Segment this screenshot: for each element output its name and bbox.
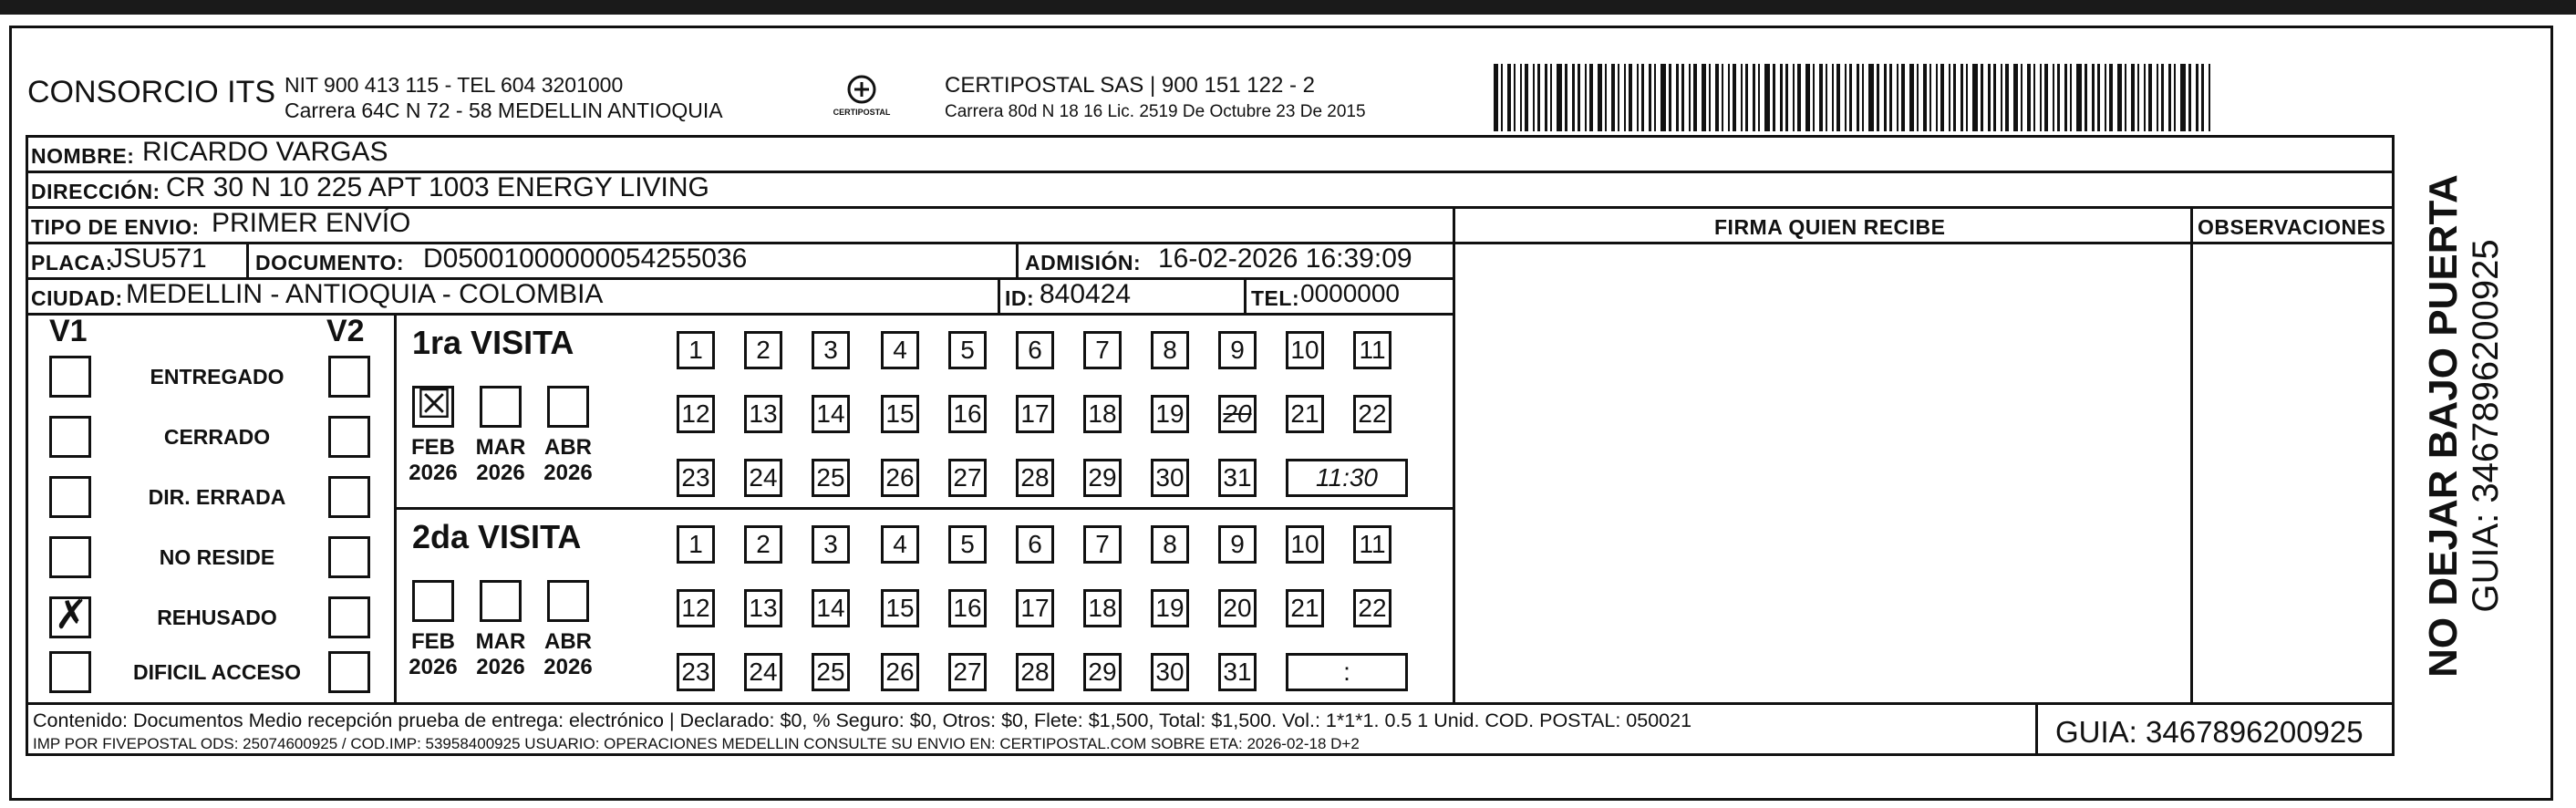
day-box[interactable]: 2 <box>744 525 782 564</box>
check-mark: ✗ <box>54 592 88 638</box>
grid-left <box>26 135 28 756</box>
status-option-label: CERRADO <box>163 425 271 449</box>
day-box[interactable]: 12 <box>677 589 715 627</box>
logo-text: CERTIPOSTAL <box>833 108 891 117</box>
v1-checkbox[interactable] <box>49 651 91 693</box>
v2-checkbox[interactable] <box>328 651 370 693</box>
nombre-label: NOMBRE: <box>31 144 135 168</box>
company-address: Carrera 64C N 72 - 58 MEDELLIN ANTIOQUIA <box>284 98 723 122</box>
day-box[interactable]: 31 <box>1218 653 1257 691</box>
day-box[interactable]: 5 <box>948 525 987 564</box>
form-frame <box>9 26 2553 801</box>
day-box[interactable]: 26 <box>881 653 919 691</box>
status-option-label: REHUSADO <box>157 606 277 629</box>
day-box[interactable]: 18 <box>1083 395 1122 433</box>
month-checkbox[interactable] <box>412 580 454 622</box>
day-box[interactable]: 1 <box>677 331 715 369</box>
day-box[interactable]: 14 <box>812 395 850 433</box>
day-box[interactable]: 28 <box>1016 459 1054 497</box>
month-label: FEB <box>411 435 455 460</box>
month-label: ABR <box>544 435 592 460</box>
day-box[interactable]: 4 <box>881 525 919 564</box>
row-line <box>26 313 1455 316</box>
month-checkbox[interactable] <box>412 381 454 428</box>
tipo-envio-value: PRIMER ENVÍO <box>212 208 411 238</box>
day-box[interactable]: 23 <box>677 653 715 691</box>
day-box[interactable]: 24 <box>744 653 782 691</box>
v2-checkbox[interactable] <box>328 356 370 398</box>
v2-label: V2 <box>326 314 365 348</box>
day-box[interactable]: 13 <box>744 395 782 433</box>
day-box[interactable]: 11 <box>1353 525 1391 564</box>
day-box[interactable]: 15 <box>881 589 919 627</box>
year-label: 2026 <box>476 655 525 679</box>
status-option-label: NO RESIDE <box>159 545 275 569</box>
placa-label: PLACA: <box>31 251 113 275</box>
visit-divider <box>394 507 1455 510</box>
company-nit: NIT 900 413 115 - TEL 604 3201000 <box>284 73 624 97</box>
year-label: 2026 <box>543 461 593 485</box>
day-box[interactable]: 26 <box>881 459 919 497</box>
tel-value: 0000000 <box>1300 279 1401 307</box>
day-box[interactable]: 10 <box>1286 331 1324 369</box>
v1-checkbox[interactable] <box>49 536 91 578</box>
day-box[interactable]: 27 <box>948 653 987 691</box>
day-box[interactable]: 21 <box>1286 395 1324 433</box>
col-line <box>2035 702 2038 756</box>
v2-checkbox[interactable] <box>328 416 370 458</box>
time-box[interactable]: : <box>1286 653 1408 691</box>
day-box[interactable]: 16 <box>948 395 987 433</box>
day-box[interactable]: 14 <box>812 589 850 627</box>
month-checkbox[interactable] <box>480 580 522 622</box>
ciudad-value: MEDELLIN - ANTIOQUIA - COLOMBIA <box>126 279 604 309</box>
company-name: CONSORCIO ITS <box>27 75 276 109</box>
footer-contents: Contenido: Documentos Medio recepción prueba de entrega: electrónico | Declarado: $0, % Seguro: $0, Otros: $0, Flete: $1,500, Total: $1,500. Vol.: 1*1*1. 0.5 1 Unid. COD. POSTAL: 050021 <box>33 710 1692 731</box>
day-box[interactable]: 16 <box>948 589 987 627</box>
id-label: ID: <box>1005 286 1035 310</box>
side-guia: GUIA: 3467896200925 <box>2466 239 2506 613</box>
side-panel <box>2395 157 2532 695</box>
check-mark: ☒ <box>416 381 452 428</box>
col-line <box>998 277 1000 313</box>
day-box[interactable]: 24 <box>744 459 782 497</box>
v1-checkbox[interactable] <box>49 592 91 638</box>
direccion-value: CR 30 N 10 225 APT 1003 ENERGY LIVING <box>166 172 709 202</box>
status-option-label: DIFICIL ACCESO <box>132 660 301 684</box>
day-box[interactable]: 31 <box>1218 459 1257 497</box>
v2-checkbox[interactable] <box>328 596 370 638</box>
status-option-label: ENTREGADO <box>150 365 284 388</box>
month-label: MAR <box>475 435 526 460</box>
day-box[interactable]: 25 <box>812 653 850 691</box>
day-box[interactable]: 2 <box>744 331 782 369</box>
col-line <box>1453 206 1455 704</box>
day-box[interactable]: 23 <box>677 459 715 497</box>
placa-value: JSU571 <box>109 243 207 274</box>
day-box[interactable]: 10 <box>1286 525 1324 564</box>
day-box[interactable]: 30 <box>1151 459 1189 497</box>
month-checkbox[interactable] <box>480 386 522 428</box>
time-box[interactable]: 11:30 <box>1286 459 1408 497</box>
admision-label: ADMISIÓN: <box>1025 251 1142 275</box>
day-box[interactable]: 5 <box>948 331 987 369</box>
col-line <box>1244 277 1247 313</box>
certipostal-info: CERTIPOSTAL SAS | 900 151 122 - 2 <box>945 73 1315 98</box>
day-box[interactable]: 29 <box>1083 653 1122 691</box>
day-box[interactable]: 13 <box>744 589 782 627</box>
footer-guia: GUIA: 3467896200925 <box>2055 715 2364 749</box>
firma-label: FIRMA QUIEN RECIBE <box>1714 215 1946 239</box>
certipostal-address: Carrera 80d N 18 16 Lic. 2519 De Octubre 23 De 2015 <box>945 102 1366 121</box>
month-checkbox[interactable] <box>547 580 589 622</box>
month-label: FEB <box>411 629 455 654</box>
col-line <box>1016 242 1019 277</box>
day-box[interactable]: 25 <box>812 459 850 497</box>
tel-label: TEL: <box>1251 286 1300 310</box>
ciudad-label: CIUDAD: <box>31 286 123 310</box>
day-box[interactable]: 18 <box>1083 589 1122 627</box>
day-box[interactable]: 4 <box>881 331 919 369</box>
day-box[interactable]: 17 <box>1016 395 1054 433</box>
v1-checkbox[interactable] <box>49 356 91 398</box>
day-box[interactable]: 22 <box>1353 589 1391 627</box>
observaciones-label: OBSERVACIONES <box>2198 215 2386 239</box>
day-box[interactable]: 22 <box>1353 395 1391 433</box>
year-label: 2026 <box>476 461 525 485</box>
side-warning: NO DEJAR BAJO PUERTA <box>2421 174 2466 678</box>
row-line <box>1453 242 2395 244</box>
day-box[interactable]: 30 <box>1151 653 1189 691</box>
day-box[interactable]: 27 <box>948 459 987 497</box>
grid-bottom <box>26 753 2395 756</box>
col-line <box>2190 206 2193 704</box>
nombre-value: RICARDO VARGAS <box>142 137 388 167</box>
year-label: 2026 <box>409 461 458 485</box>
year-label: 2026 <box>543 655 593 679</box>
visit-title: 2da VISITA <box>412 518 582 555</box>
day-box[interactable]: 21 <box>1286 589 1324 627</box>
admision-value: 16-02-2026 16:39:09 <box>1158 243 1412 274</box>
year-label: 2026 <box>409 655 458 679</box>
day-box[interactable]: 9 <box>1218 525 1257 564</box>
day-box[interactable]: 3 <box>812 525 850 564</box>
documento-label: DOCUMENTO: <box>255 251 405 275</box>
day-box[interactable]: 12 <box>677 395 715 433</box>
v2-checkbox[interactable] <box>328 476 370 518</box>
day-box[interactable]: 19 <box>1151 589 1189 627</box>
v1-checkbox[interactable] <box>49 416 91 458</box>
month-label: ABR <box>544 629 592 654</box>
day-box[interactable]: 29 <box>1083 459 1122 497</box>
month-label: MAR <box>475 629 526 654</box>
grid-right <box>2392 135 2395 756</box>
day-box[interactable]: 7 <box>1083 331 1122 369</box>
day-box[interactable]: 1 <box>677 525 715 564</box>
day-box[interactable]: 17 <box>1016 589 1054 627</box>
v1-checkbox[interactable] <box>49 476 91 518</box>
day-box[interactable]: 28 <box>1016 653 1054 691</box>
col-line <box>246 242 249 277</box>
top-scan-band <box>0 0 2576 15</box>
day-box[interactable]: 8 <box>1151 331 1189 369</box>
day-box[interactable]: 19 <box>1151 395 1189 433</box>
tipo-envio-label: TIPO DE ENVIO: <box>31 215 200 239</box>
visit-title: 1ra VISITA <box>412 324 574 361</box>
day-box[interactable]: 15 <box>881 395 919 433</box>
footer-print-info: IMP POR FIVEPOSTAL ODS: 25074600925 / COD.IMP: 53958400925 USUARIO: OPERACIONES MEDELLIN CONSULTE SU ENVIO EN: CERTIPOSTAL.COM SOBRE ETA: 2026-02-18 D+2 <box>33 735 1360 752</box>
day-box[interactable]: 20 <box>1218 589 1257 627</box>
id-value: 840424 <box>1040 279 1132 309</box>
day-box[interactable]: 11 <box>1353 331 1391 369</box>
status-option-label: DIR. ERRADA <box>148 485 286 509</box>
direccion-label: DIRECCIÓN: <box>31 180 160 203</box>
day-box[interactable]: 7 <box>1083 525 1122 564</box>
day-box[interactable]: 3 <box>812 331 850 369</box>
day-box[interactable]: 6 <box>1016 331 1054 369</box>
day-box[interactable]: 9 <box>1218 331 1257 369</box>
day-box[interactable]: 20 <box>1218 395 1257 433</box>
day-box[interactable]: 8 <box>1151 525 1189 564</box>
month-checkbox[interactable] <box>547 386 589 428</box>
v1-label: V1 <box>49 314 88 348</box>
documento-value: D05001000000054255036 <box>423 243 748 274</box>
v2-checkbox[interactable] <box>328 536 370 578</box>
day-box[interactable]: 6 <box>1016 525 1054 564</box>
row-line <box>26 702 2395 705</box>
